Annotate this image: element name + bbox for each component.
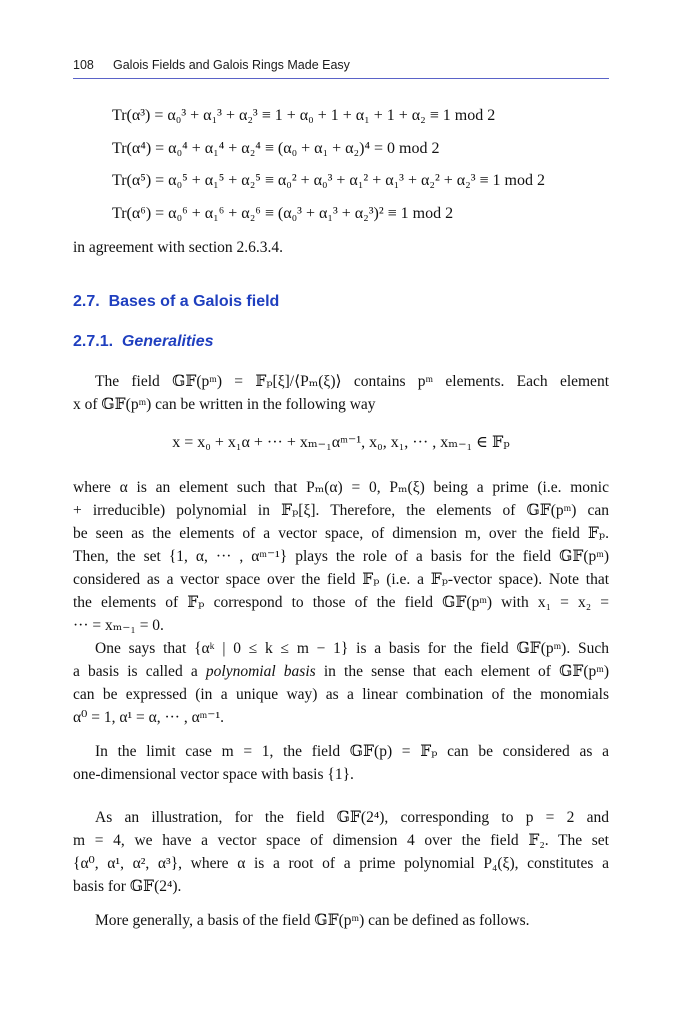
paragraph-illustration — [73, 806, 609, 898]
paragraph-line: where α is an element such that Pₘ(α) = 0, Pₘ(ξ) being a prime (i.e. monic — [73, 479, 609, 496]
subsection-title: Generalities — [121, 333, 214, 350]
emphasis-polynomial-basis: polynomial basis — [205, 663, 316, 680]
agreement-text — [73, 236, 609, 259]
paragraph-limit-case — [73, 740, 609, 786]
paragraph-line: {α⁰, α¹, α², α³}, where α is a root of a prime polynomial P₄(ξ), constitutes a — [73, 855, 609, 872]
subsection-heading — [73, 333, 214, 351]
paragraph-line: More generally, a basis of the field 𝔾𝔽(pᵐ) can be defined as follows. — [95, 912, 530, 929]
text-run: a basis is called a — [73, 663, 206, 680]
trace-equation-alpha5: Tr(α⁵) = α₀⁵ + α₁⁵ + α₂⁵ ≡ α₀² + α₀³ + α₁² + α₁³ + α₂² + α₂³ ≡ 1 mod 2 — [112, 172, 545, 189]
page-number: 108 — [73, 58, 94, 72]
paragraph-line: basis for 𝔾𝔽(2⁴). — [73, 878, 182, 895]
paragraph-general-basis — [73, 909, 609, 932]
running-header — [73, 58, 609, 72]
header-rule — [73, 78, 609, 79]
text-run: in the sense that each element of 𝔾𝔽(pᵐ) — [315, 663, 609, 680]
paragraph-line: be seen as the elements of a vector space, of dimension m, over the field 𝔽ₚ. — [73, 525, 609, 542]
paragraph-line: One says that {αᵏ | 0 ≤ k ≤ m − 1} is a basis for the field 𝔾𝔽(pᵐ). Such — [95, 640, 609, 657]
paragraph-line: + irreducible) polynomial in 𝔽ₚ[ξ]. Therefore, the elements of 𝔾𝔽(pᵐ) can — [73, 502, 609, 519]
paragraph-polynomial-basis — [73, 637, 609, 729]
running-title: Galois Fields and Galois Rings Made Easy — [113, 58, 350, 72]
paragraph-line: Then, the set {1, α, ··· , αᵐ⁻¹} plays the role of a basis for the field 𝔾𝔽(pᵐ) — [73, 548, 609, 565]
paragraph-line: In the limit case m = 1, the field 𝔾𝔽(p) = 𝔽ₚ can be considered as a — [95, 743, 609, 760]
paragraph-line — [73, 660, 609, 683]
section-title: Bases of a Galois field — [108, 293, 280, 310]
paragraph-line: ··· = xₘ₋₁ = 0. — [73, 617, 164, 634]
paragraph-line: x of 𝔾𝔽(pᵐ) can be written in the following way — [73, 396, 376, 413]
paragraph-vector-space — [73, 476, 609, 637]
paragraph-line: can be expressed (in a unique way) as a linear combination of the monomials — [73, 686, 609, 703]
paragraph-field-definition — [73, 370, 609, 416]
section-heading — [73, 293, 279, 311]
paragraph-line: the elements of 𝔽ₚ correspond to those of the field 𝔾𝔽(pᵐ) with x₁ = x₂ = — [73, 594, 609, 611]
agreement-line: in agreement with section 2.6.3.4. — [73, 239, 284, 256]
trace-equation-alpha3: Tr(α³) = α₀³ + α₁³ + α₂³ ≡ 1 + α₀ + 1 + α₁ + 1 + α₂ ≡ 1 mod 2 — [112, 107, 496, 124]
subsection-number: 2.7.1. — [73, 333, 114, 350]
paragraph-line: one-dimensional vector space with basis {1}. — [73, 766, 354, 783]
trace-equation-alpha6: Tr(α⁶) = α₀⁶ + α₁⁶ + α₂⁶ ≡ (α₀³ + α₁³ + α₂³)² ≡ 1 mod 2 — [112, 205, 454, 222]
paragraph-line: As an illustration, for the field 𝔾𝔽(2⁴), corresponding to p = 2 and — [95, 809, 609, 826]
section-number: 2.7. — [73, 293, 100, 310]
paragraph-line: m = 4, we have a vector space of dimension 4 over the field 𝔽₂. The set — [73, 832, 609, 849]
trace-equation-alpha4: Tr(α⁴) = α₀⁴ + α₁⁴ + α₂⁴ ≡ (α₀ + α₁ + α₂)⁴ = 0 mod 2 — [112, 140, 440, 157]
paragraph-line: The field 𝔾𝔽(pᵐ) = 𝔽ₚ[ξ]/⟨Pₘ(ξ)⟩ contains pᵐ elements. Each element — [95, 373, 609, 390]
paragraph-line: α⁰ = 1, α¹ = α, ··· , αᵐ⁻¹. — [73, 709, 224, 726]
basis-expansion-equation: x = x₀ + x₁α + ··· + xₘ₋₁αᵐ⁻¹, x₀, x₁, ··· , xₘ₋₁ ∈ 𝔽ₚ — [172, 434, 510, 451]
paragraph-line: considered as a vector space over the field 𝔽ₚ (i.e. a 𝔽ₚ-vector space). Note that — [73, 571, 609, 588]
